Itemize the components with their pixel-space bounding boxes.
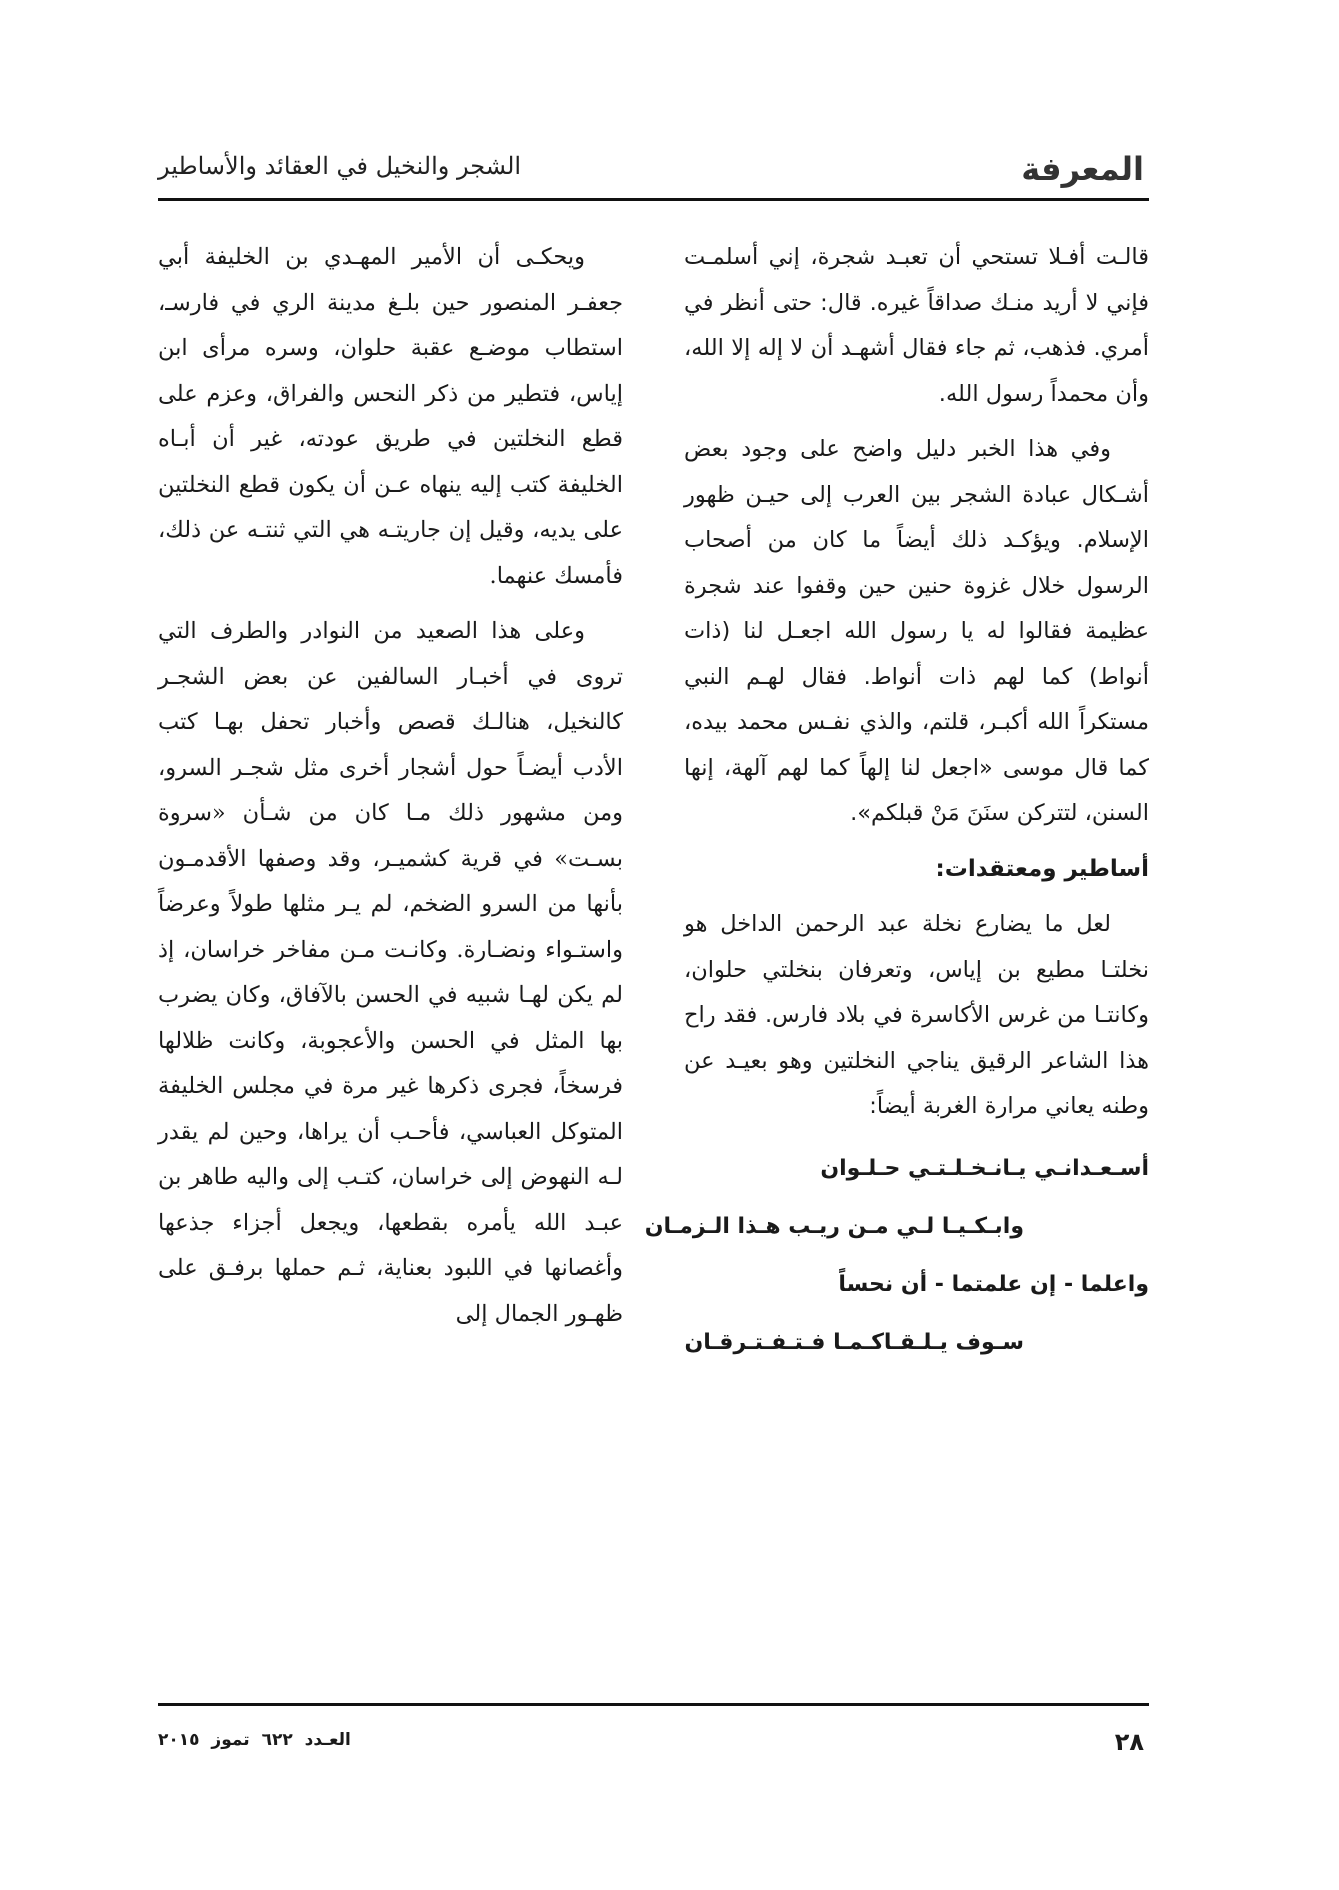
right-paragraph-1: قالـت أفـلا تستحي أن تعبـد شجرة، إني أسلمـت فإني لا أريد منـك صداقاً غيره. قال: حتى أنظر في أمري. فذهب، ثم جاء فقال أشهـد أن لا إله إلا الله، وأن محمداً رسول الله. bbox=[684, 244, 1149, 407]
poem-line: وابـكـيـا لـي مـن ريـب هـذا الـزمـان bbox=[644, 1213, 1024, 1239]
poem-line: واعلما - إن علمتما - أن نحساً bbox=[838, 1271, 1149, 1297]
right-paragraph-2: وفي هذا الخبر دليل واضح على وجود بعض أشـكال عبادة الشجر بين العرب إلى حيـن ظهور الإسلام. ويؤكـد ذلك أيضاً ما كان من أصحاب الرسول خلال غزوة حنين حين وقفوا عند شجرة عظيمة فقالوا له يا رسول الله اجعـل لنا (ذات أنواط) كما لهم ذات أنواط. فقال لهـم النبي مستكراً الله أكبـر، قلتم، والذي نفـس محمد بيده، كما قال موسى «اجعل لنا إلهاً كما لهم آلهة، إنها السنن، لتتركن سنَنَ مَنْ قبلكم». bbox=[684, 436, 1149, 826]
left-column bbox=[158, 235, 623, 1347]
footer-rule bbox=[158, 1703, 1149, 1706]
issue-info: العـدد ٦٢٢ تموز ٢٠١٥ bbox=[158, 1730, 351, 1750]
poem-line: سـوف يـلـقـاكـمـا فـتـفـتـرقـان bbox=[684, 1329, 1024, 1355]
right-paragraph-3: لعل ما يضارع نخلة عبد الرحمن الداخل هو نخلتـا مطيع بن إياس، وتعرفان بنخلتي حلوان، وكانتـا من غرس الأكاسرة في بلاد فارس. فقد راح هذا الشاعر الرقيق يناجي النخلتين وهو بعيـد عن وطنه يعاني مرارة الغربة أيضاً: bbox=[684, 911, 1149, 1119]
running-header-title: الشجر والنخيل في العقائد والأساطير bbox=[158, 152, 522, 180]
left-paragraph-2: وعلى هذا الصعيد من النوادر والطرف التي تروى في أخبـار السالفين عن بعض الشجـر كالنخيل، هنالـك قصص وأخبار تحفل بهـا كتب الأدب أيضـاً حول أشجار أخرى مثل شجـر السرو، ومن مشهور ذلك مـا كان من شـأن «سروة بسـت» في قرية كشميـر، وقد وصفها الأقدمـون بأنها من السرو الضخم، لم يـر مثلها طولاً وعرضاً واستـواء ونضـارة. وكانـت مـن مفاخر خراسان، إذ لم يكن لهـا شبيه في الحسن بالآفاق، وكان يضرب بها المثل في الحسن والأعجوبة، وكانت ظلالها فرسخاً، فجرى ذكرها غير مرة في مجلس الخليفة المتوكل العباسي، فأحـب أن يراها، وحين لم يقدر لـه النهوض إلى خراسان، كتـب إلى واليه طاهر بن عبـد الله يأمره بقطعها، ويجعل أجزاء جذعها وأغصانها في اللبود بعناية، ثـم حملها برفـق على ظهـور الجمال إلى bbox=[158, 618, 623, 1327]
page-number: ٢٨ bbox=[1114, 1728, 1144, 1756]
header-rule bbox=[158, 198, 1149, 201]
poem bbox=[644, 1140, 1149, 1372]
right-column bbox=[644, 235, 1149, 1372]
magazine-logo: المعرفة bbox=[1021, 150, 1144, 188]
left-paragraph-1: ويحكـى أن الأمير المهـدي بن الخليفة أبي جعفـر المنصور حين بلـغ مدينة الري في فارسـ، استطاب موضـع عقبة حلوان، وسره مرأى ابن إياس، فتطير من ذكر النحس والفراق، وعزم على قطع النخلتين في طريق عودته، غير أن أبـاه الخليفة كتب إليه ينهاه عـن أن يكون قطع النخلتين على يديه، وقيل إن جاريتـه هي التي ثنتـه عن ذلك، فأمسك عنهما. bbox=[158, 244, 623, 589]
poem-line: أسـعـدانـي يـانـخـلـتـي حـلـوان bbox=[820, 1155, 1149, 1181]
section-subheading: أساطير ومعتقدات: bbox=[935, 855, 1149, 882]
